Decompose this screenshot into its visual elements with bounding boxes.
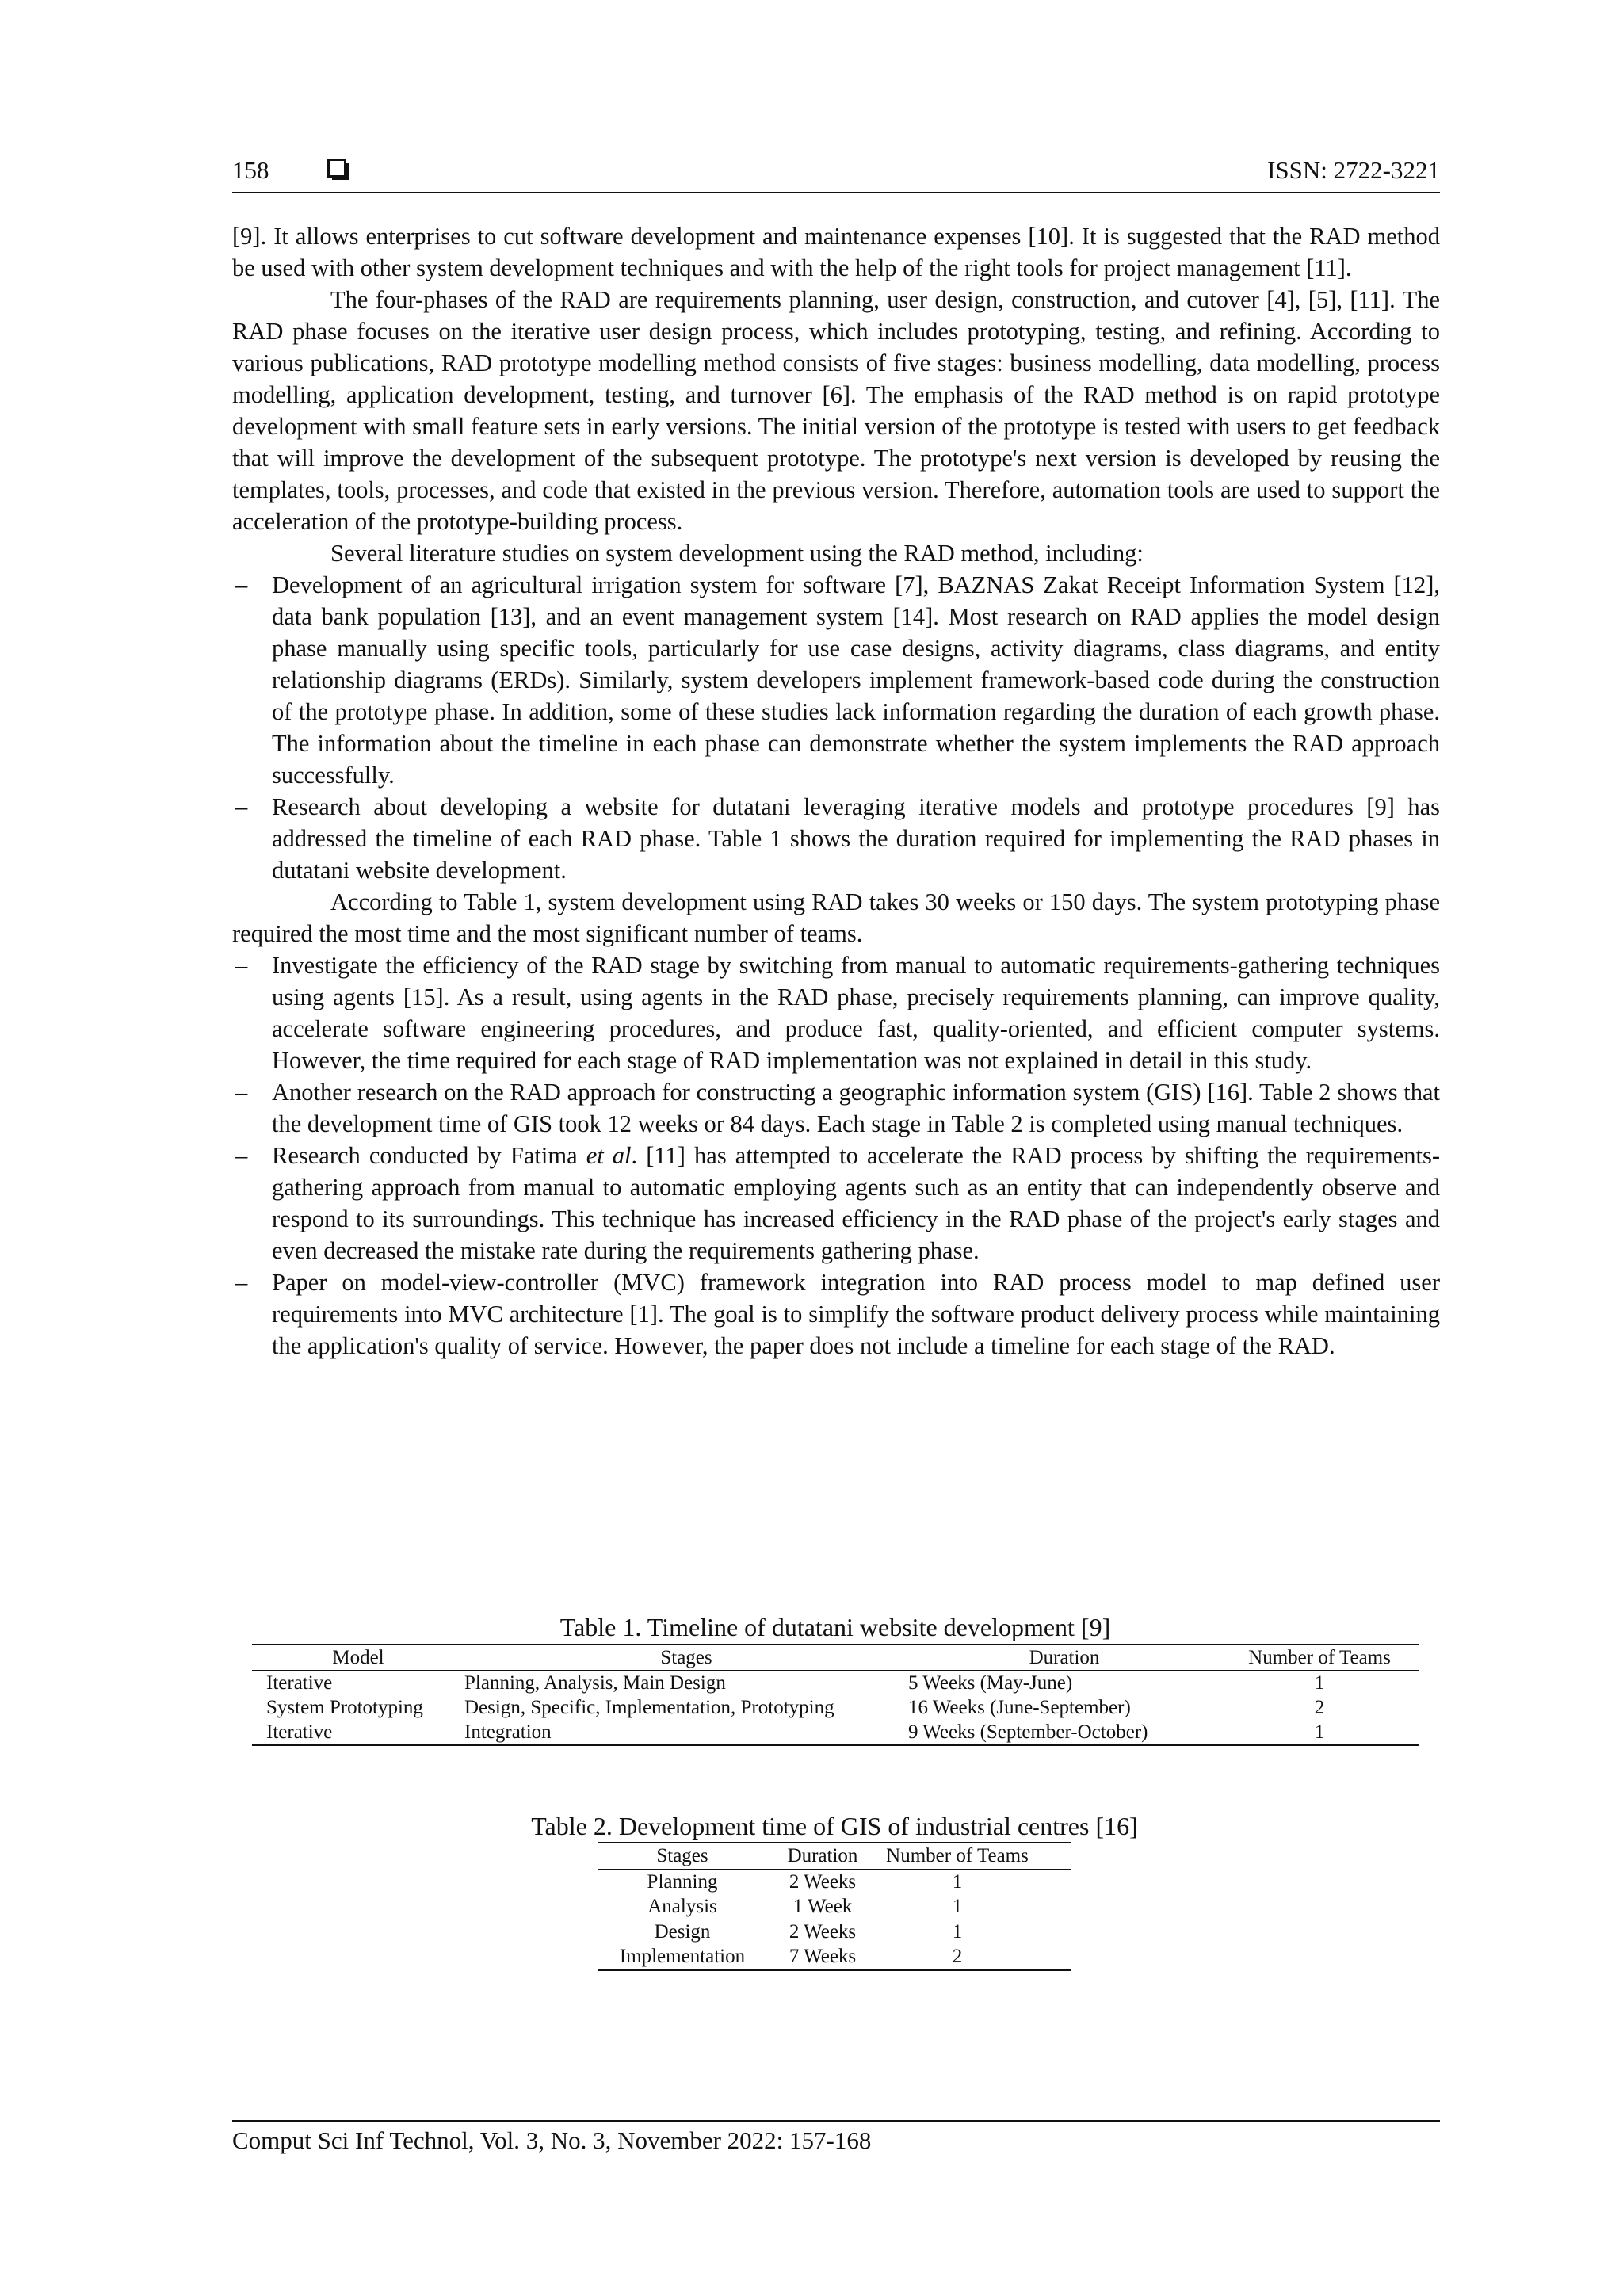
list-item (232, 1076, 1440, 1140)
list-item (232, 1140, 1440, 1266)
paragraph-4: According to Table 1, system development using RAD takes 30 weeks or 150 days. The system prototyping phase required the most time and the most significant number of teams. (232, 888, 1440, 947)
table-row (598, 1920, 1071, 1945)
table-cell: 1 (1314, 1672, 1325, 1694)
table-cell: Design (654, 1920, 711, 1943)
header-cell: Number of Teams (886, 1845, 1029, 1866)
table-2-caption: Table 2. Development time of GIS of industrial centres [16] (531, 1812, 1138, 1840)
table-bottom-rule (252, 1744, 1419, 1746)
paragraph-1: [9]. It allows enterprises to cut software development and maintenance expenses [10]. It is suggested that the RAD method be used with other system development techniques and with the help of the right tools for project management [11]. (232, 223, 1440, 281)
table-cell: System Prototyping (266, 1697, 423, 1718)
table-cell: 5 Weeks (May-June) (908, 1672, 1073, 1694)
table-1 (252, 1644, 1419, 1746)
list-item-text: Research about developing a website for dutatani leveraging iterative models and prototype procedures [9] has addressed the timeline of each RAD phase. Table 1 shows the duration required for implementing the RAD phases in dutatani website development. (272, 793, 1440, 884)
square-shadow-icon (327, 159, 346, 178)
list-item (232, 1266, 1440, 1362)
dash-bullet: – (235, 793, 248, 820)
table-cell: 16 Weeks (June-September) (908, 1697, 1131, 1718)
page-header (232, 155, 1440, 192)
list-item-text: Another research on the RAD approach for constructing a geographic information system (GIS) [16]. Table 2 shows that the development time of GIS took 12 weeks or 84 days. Each stage in Table 2 is completed using manual techniques. (272, 1079, 1440, 1137)
table-cell: Design, Specific, Implementation, Prototyping (464, 1697, 834, 1718)
list-item-text: Development of an agricultural irrigation system for software [7], BAZNAS Zakat Receipt Information System [12], data bank population [13], and an event management system [14]. Most research on RAD applies the model design phase manually using specific tools, particularly for use case designs, activity diagrams, class diagrams, and entity relationship diagrams (ERDs). Similarly, system developers implement framework-based code during the construction of the prototype phase. In addition, some of these studies lack information regarding the duration of each growth phase. The information about the timeline in each phase can demonstrate whether the system implements the RAD approach successfully. (272, 571, 1440, 789)
table-cell: 1 (952, 1920, 963, 1943)
table-row (252, 1695, 1419, 1720)
table-cell: 2 Weeks (789, 1870, 857, 1893)
dash-bullet: – (235, 571, 248, 598)
table-row (598, 1870, 1071, 1895)
table-1-caption: Table 1. Timeline of dutatani website development [9] (559, 1613, 1111, 1641)
dash-bullet: – (235, 1142, 248, 1169)
table-cell: 1 (952, 1896, 963, 1917)
list-item-text: Paper on model-view-controller (MVC) framework integration into RAD process model to map defined user requirements into MVC architecture [1]. The goal is to simplify the software product delivery process while maintaining the application's quality of service. However, the paper does not include a timeline for each stage of the RAD. (272, 1269, 1440, 1359)
list-item-text-italic: et al (586, 1142, 632, 1169)
list-item-text-after: . [11] has attempted to accelerate the RAD process by shifting the requirements-gathering approach from manual to automatic employing agents such as an entity that can independently observe and respond to its surroundings. This technique has increased efficiency in the RAD phase of the project's early stages and even decreased the mistake rate during the requirements gathering phase. (272, 1142, 1440, 1264)
paragraph-2: The four-phases of the RAD are requirements planning, user design, construction, and cutover [4], [5], [11]. The RAD phase focuses on the iterative user design process, which includes prototyping, testing, and refining. According to various publications, RAD prototype modelling method consists of five stages: business modelling, data modelling, process modelling, application development, testing, and turnover [6]. The emphasis of the RAD method is on rapid prototype development with small feature sets in early versions. The initial version of the prototype is tested with users to get feedback that will improve the development of the subsequent prototype. The prototype's next version is developed by reusing the templates, tools, processes, and code that existed in the previous version. Therefore, automation tools are used to support the acceleration of the prototype-building process. (232, 286, 1440, 535)
dash-bullet: – (235, 1269, 248, 1296)
literature-list-1 (232, 569, 1440, 886)
table-cell: 9 Weeks (September-October) (908, 1721, 1148, 1743)
header-cell: Stages (656, 1845, 708, 1866)
table-cell: 2 Weeks (789, 1920, 857, 1943)
page-number: 158 (232, 156, 269, 184)
table-cell: Analysis (647, 1896, 717, 1917)
footer-rule (232, 2120, 1440, 2122)
table-cell: Integration (464, 1721, 552, 1743)
table-row (252, 1671, 1419, 1695)
table-row (598, 1894, 1071, 1920)
table-cell: Implementation (619, 1946, 746, 1967)
dash-bullet: – (235, 1079, 248, 1106)
table-row (598, 1944, 1071, 1969)
table-cell: 1 Week (792, 1896, 853, 1917)
table-cell: Planning (647, 1870, 718, 1893)
table-cell: Iterative (266, 1721, 333, 1743)
table-cell: 1 (952, 1870, 963, 1893)
literature-list-2 (232, 949, 1440, 1362)
dash-bullet: – (235, 952, 248, 979)
table-2 (598, 1842, 1071, 1971)
header-cell: Duration (787, 1845, 858, 1866)
table-cell: 2 (952, 1946, 963, 1967)
table-header-row (252, 1645, 1419, 1670)
table-row (252, 1720, 1419, 1744)
table-cell: 2 (1314, 1697, 1325, 1718)
header-cell: Model (332, 1647, 384, 1668)
header-cell: Number of Teams (1248, 1647, 1391, 1668)
table-bottom-rule (598, 1969, 1071, 1971)
header-cell: Duration (1029, 1647, 1100, 1668)
table-header-row (598, 1843, 1071, 1869)
list-item (232, 949, 1440, 1076)
table-cell: Iterative (266, 1672, 333, 1694)
list-item-text: Investigate the efficiency of the RAD stage by switching from manual to automatic requirements-gathering techniques using agents [15]. As a result, using agents in the RAD phase, precisely requirements planning, can improve quality, accelerate software engineering procedures, and produce fast, quality-oriented, and efficient computer systems. However, the time required for each stage of RAD implementation was not explained in detail in this study. (272, 952, 1440, 1074)
body-text (232, 220, 1440, 1362)
table-cell: Planning, Analysis, Main Design (464, 1672, 726, 1694)
list-item (232, 791, 1440, 886)
list-item (232, 569, 1440, 791)
header-cell: Stages (660, 1647, 712, 1668)
journal-citation: Comput Sci Inf Technol, Vol. 3, No. 3, November 2022: 157-168 (232, 2126, 872, 2154)
issn-label: ISSN: 2722-3221 (1267, 156, 1440, 184)
header-rule (232, 192, 1440, 193)
table-cell: 7 Weeks (789, 1946, 857, 1967)
table-cell: 1 (1314, 1721, 1325, 1743)
paragraph-3: Several literature studies on system development using the RAD method, including: (330, 540, 1144, 567)
list-item-text-before: Research conducted by Fatima (272, 1142, 586, 1169)
